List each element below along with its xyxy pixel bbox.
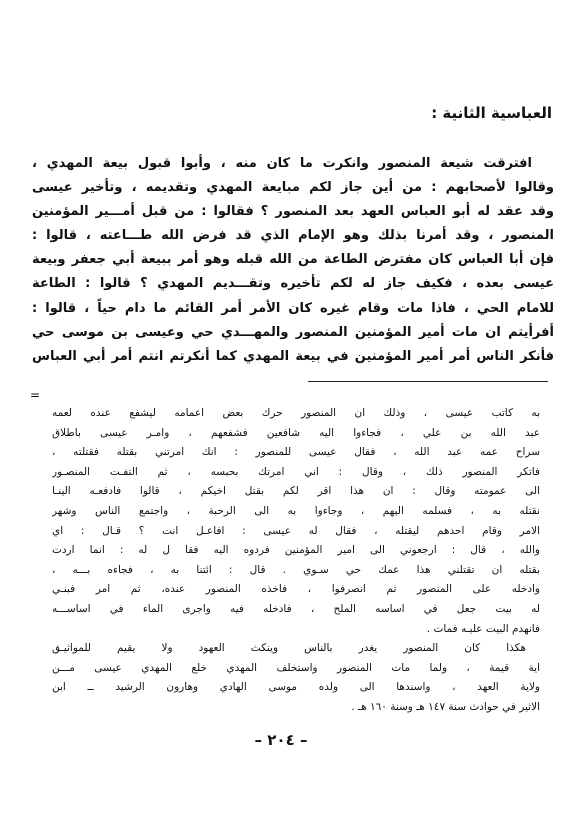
footnote-line: الى عمومته وقال : ان هذا اقر لكم بقتل اخيكم ، قالوا فادفعـه الينـا [52,485,540,498]
main-text-line: افترقت شيعة المنصور وانكرت ما كان منه ، وأبوا قبول بيعة المهدي ، [32,156,532,171]
footnote-line: ولاية العهد ، واسندها الى ولده موسى الهادي وهارون الرشيد ــ ابن [52,681,540,694]
footnote-block [52,404,540,718]
footnote-line: سراح عمه عبد الله ، فقال عيسى للمنصور : انك امرتني بقتله فقتلته ، [52,446,540,459]
main-text-line: المنصور ، وقد أمرنا بذلك وهو الإمام الذي قد فرض الله طـــاعته ، قالوا : [32,228,554,244]
footnote-continuation-marker: = [30,388,41,402]
footnote-separator [308,381,548,382]
main-text-line: للامام الحي ، فاذا مات وقام غيره كان الأمر أمر القائم ما دام حياً ، قالوا : [32,300,554,316]
main-text-line: وقد عقد له أبو العباس العهد بعد المنصور ؟ فقالوا : من قبل أمـــير المؤمنين [32,204,554,220]
main-text-line: أفرأيتم ان مات أمير المؤمنين المنصور والمهـــدي حي وعيسى بن موسى حي [32,324,554,340]
footnote-line: وادخله على المنصور ثم انصرفوا ، فاخذه المنصور عنده، ثم امر فبنـي [52,583,540,596]
main-text-line: وقالوا لأصحابهم : من أين جاز لكم مبايعة المهدي وتقديمه ، وتأخير عيسى [32,180,554,196]
footnote-line: والله ، قال : ارجعوني الى امير المؤمنين فردوه اليه فقا ل له : انما اردت [52,544,540,557]
footnote-line: فاتكر المنصور ذلك ، وقال : اني امرتك بحبسه ، ثم التفـت المنصـور [52,465,540,478]
footnote-line: الامر وقام احدهم ليقتله ، فقال له عيسى : افاعـل انت ؟ قـال : اي [52,524,540,537]
footnote-line: نقتله به ، فسلمه اليهم ، وجاءوا به الى الرحبة ، واجتمع الناس وشهر [52,504,540,517]
footnote-line: الاثير في حوادث سنة ١٤٧ هـ وسنة ١٦٠ هـ . [351,700,540,713]
footnote-line: اية قيمة ، ولما مات المنصور واستخلف المهدي خلع المهدي عيسى مـــن [52,661,540,674]
page-number: – ٢٠٤ – [254,731,308,749]
main-text-line: فأنكر الناس أمر أمير المؤمنين في بيعة المهدي كما أنكرتم انتم أمر أبي العباس [32,348,554,364]
footnote-line: له بيت جعل في اساسه الملح ، فادخله فيه واجرى الماء في اساســـه [52,602,540,615]
main-text-line: فإن أبا العباس كان مفترض الطاعة من الله قبله وهو أمر ببيعة أبي جعفر وبيعة [32,252,554,268]
section-heading: العباسية الثانية : [431,104,552,122]
footnote-line: هكذا كان المنصور يغدر بالناس وينكث العهود ولا يقيم للمواثيـق [52,642,526,655]
footnote-line: به كاتب عيسى ، وذلك ان المنصور حرك بعض اعمامه ليشفع عنده لعمه [52,407,540,419]
main-text-block [32,152,554,369]
footnote-line: فانهدم البيت عليـه فمات . [426,622,540,635]
footnote-line: عبد الله بن علي ، فجاءوا اليه شافعين فشفعهم ، وامـر عيسى باطلاق [52,426,540,439]
main-text-line: عيسى بعده ، فكيف جاز له لكم تأخيره وتقـــديم المهدي ؟ قالوا : الطاعة [32,276,554,292]
footnote-line: بقتله ان تقتلني هذا عمك حي سـوي . قال : ائتنا به ، فجاءه بـــه ، [52,563,540,576]
